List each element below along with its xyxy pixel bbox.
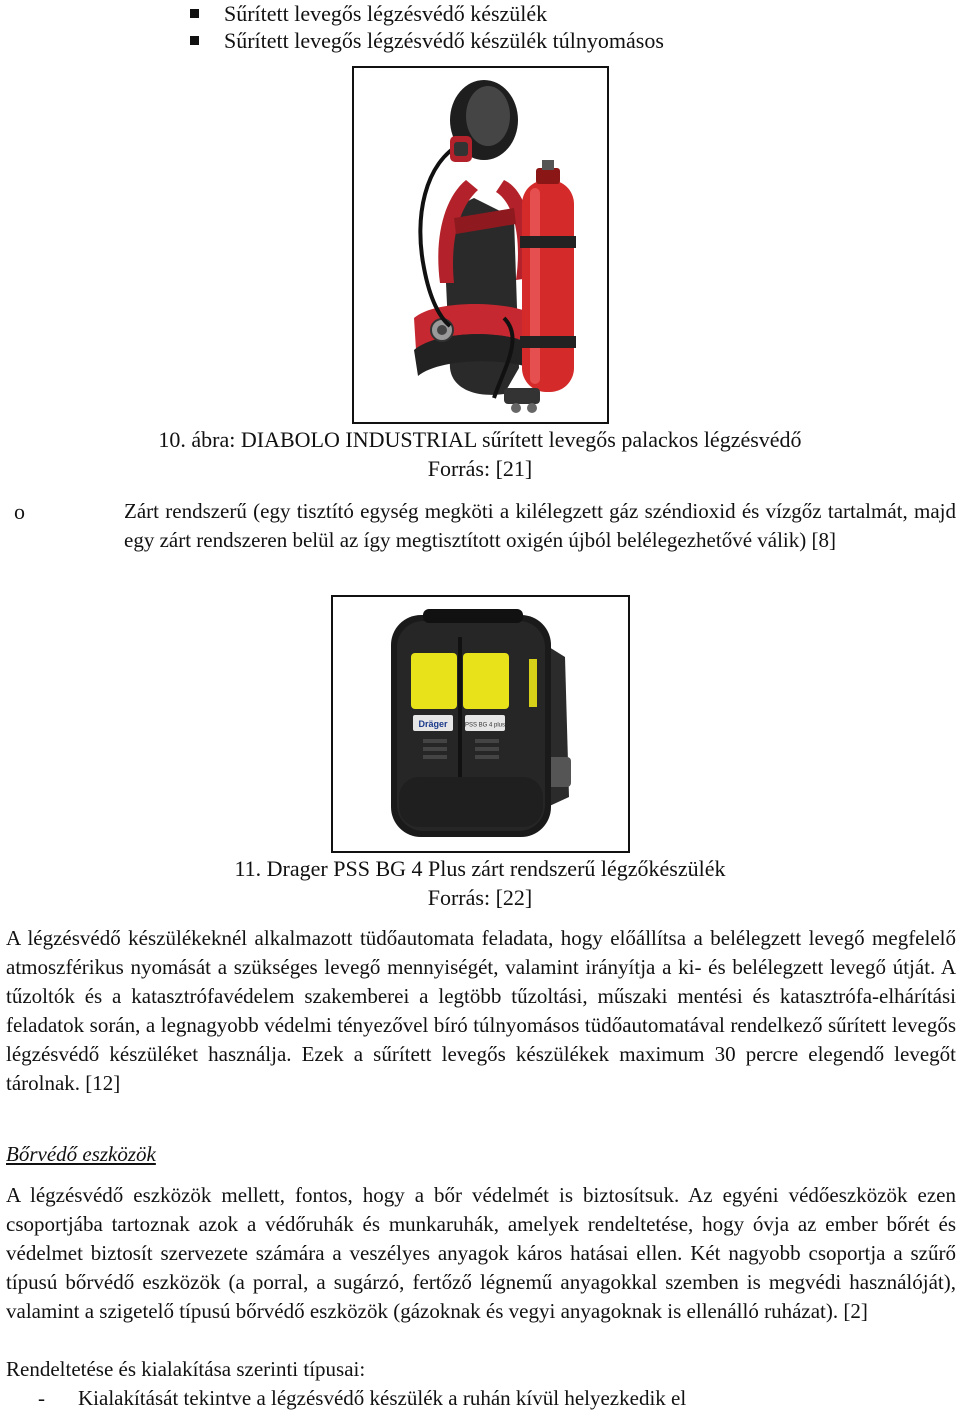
section-heading: Bőrvédő eszközök [6,1142,156,1166]
figure-11-image [331,595,630,853]
figure-10-source: Forrás: [21] [427,456,533,481]
model-label: PSS BG 4 plus [464,722,506,729]
dash-list-item [38,1384,686,1413]
square-bullet-icon [190,36,199,45]
body-paragraph: A légzésvédő készülékeknél alkalmazott tüdőautomata feladata, hogy előállítsa a belélegzett levegő megfelelő atmoszférikus nyomását a szükséges levegő mennyiségét, valamint irányítja a ki- és belélegzett levegő útját. A tűzoltók és a katasztrófavédelem szakemberei a legtöbb tűzoltási, műszaki mentési és katasztrófa-elhárítási feladatok során, a legnagyobb védelmi tényezővel bíró túlnyomásos tüdőautomatával rendelkező sűrített levegős légzésvédő készüléket használja. Ezek a sűrített levegős készülékek maximum 30 percre elegendő levegőt tárolnak. [12] [6,926,956,1095]
figure-10-image [352,66,609,424]
dash-item-text: Kialakítását tekintve a légzésvédő készülék a ruhán kívül helyezkedik el [78,1386,687,1410]
figure-11-caption: 11. Drager PSS BG 4 Plus zárt rendszerű légzőkészülék [234,856,726,881]
figure-10-caption: 10. ábra: DIABOLO INDUSTRIAL sűrített levegős palackos légzésvédő [158,427,802,452]
types-line: Rendeltetése és kialakítása szerinti típusai: [6,1357,366,1381]
bullet-text: Sűrített levegős légzésvédő készülék túlnyomásos [224,28,664,53]
bullet-item [190,0,547,28]
body-paragraph: A légzésvédő eszközök mellett, fontos, hogy a bőr védelmét is biztosítsuk. Az egyéni védőeszközök ezen csoportjába tartoznak azok a védőruhák és munkaruhák, amelyek rendeltetése, hogy óvja az ember bőrét és védelmet biztosít szervezete számára a veszélyes anyagok káros hatásai ellen. Két nagyobb csoportja a szűrő típusú bőrvédő eszközök (a porral, a sugárzó, fertőző légnemű anyagokkal szemben is megvédi használóját), valamint a szigetelő típusú bőrvédő eszközök (gázoknak és vegyi anyagoknak is ellenálló ruházat). [2] [6,1183,956,1323]
bullet-item [190,27,664,55]
bullet-text: Sűrített levegős légzésvédő készülék [224,1,548,26]
breathing-apparatus-illustration [354,68,607,422]
list-marker: o [14,499,25,524]
figure-11-source: Forrás: [22] [427,885,533,910]
brand-label: Dräger [418,719,448,729]
closed-circuit-apparatus-illustration [333,597,628,851]
square-bullet-icon [190,9,199,18]
list-item-text: Zárt rendszerű (egy tisztító egység megköti a kilélegzett gáz széndioxid és vízgőz tartalmát, majd egy zárt rendszeren belül az így megtisztított oxigén újból belélegezhetővé válik) [8] [124,499,956,552]
dash-marker: - [38,1386,45,1410]
